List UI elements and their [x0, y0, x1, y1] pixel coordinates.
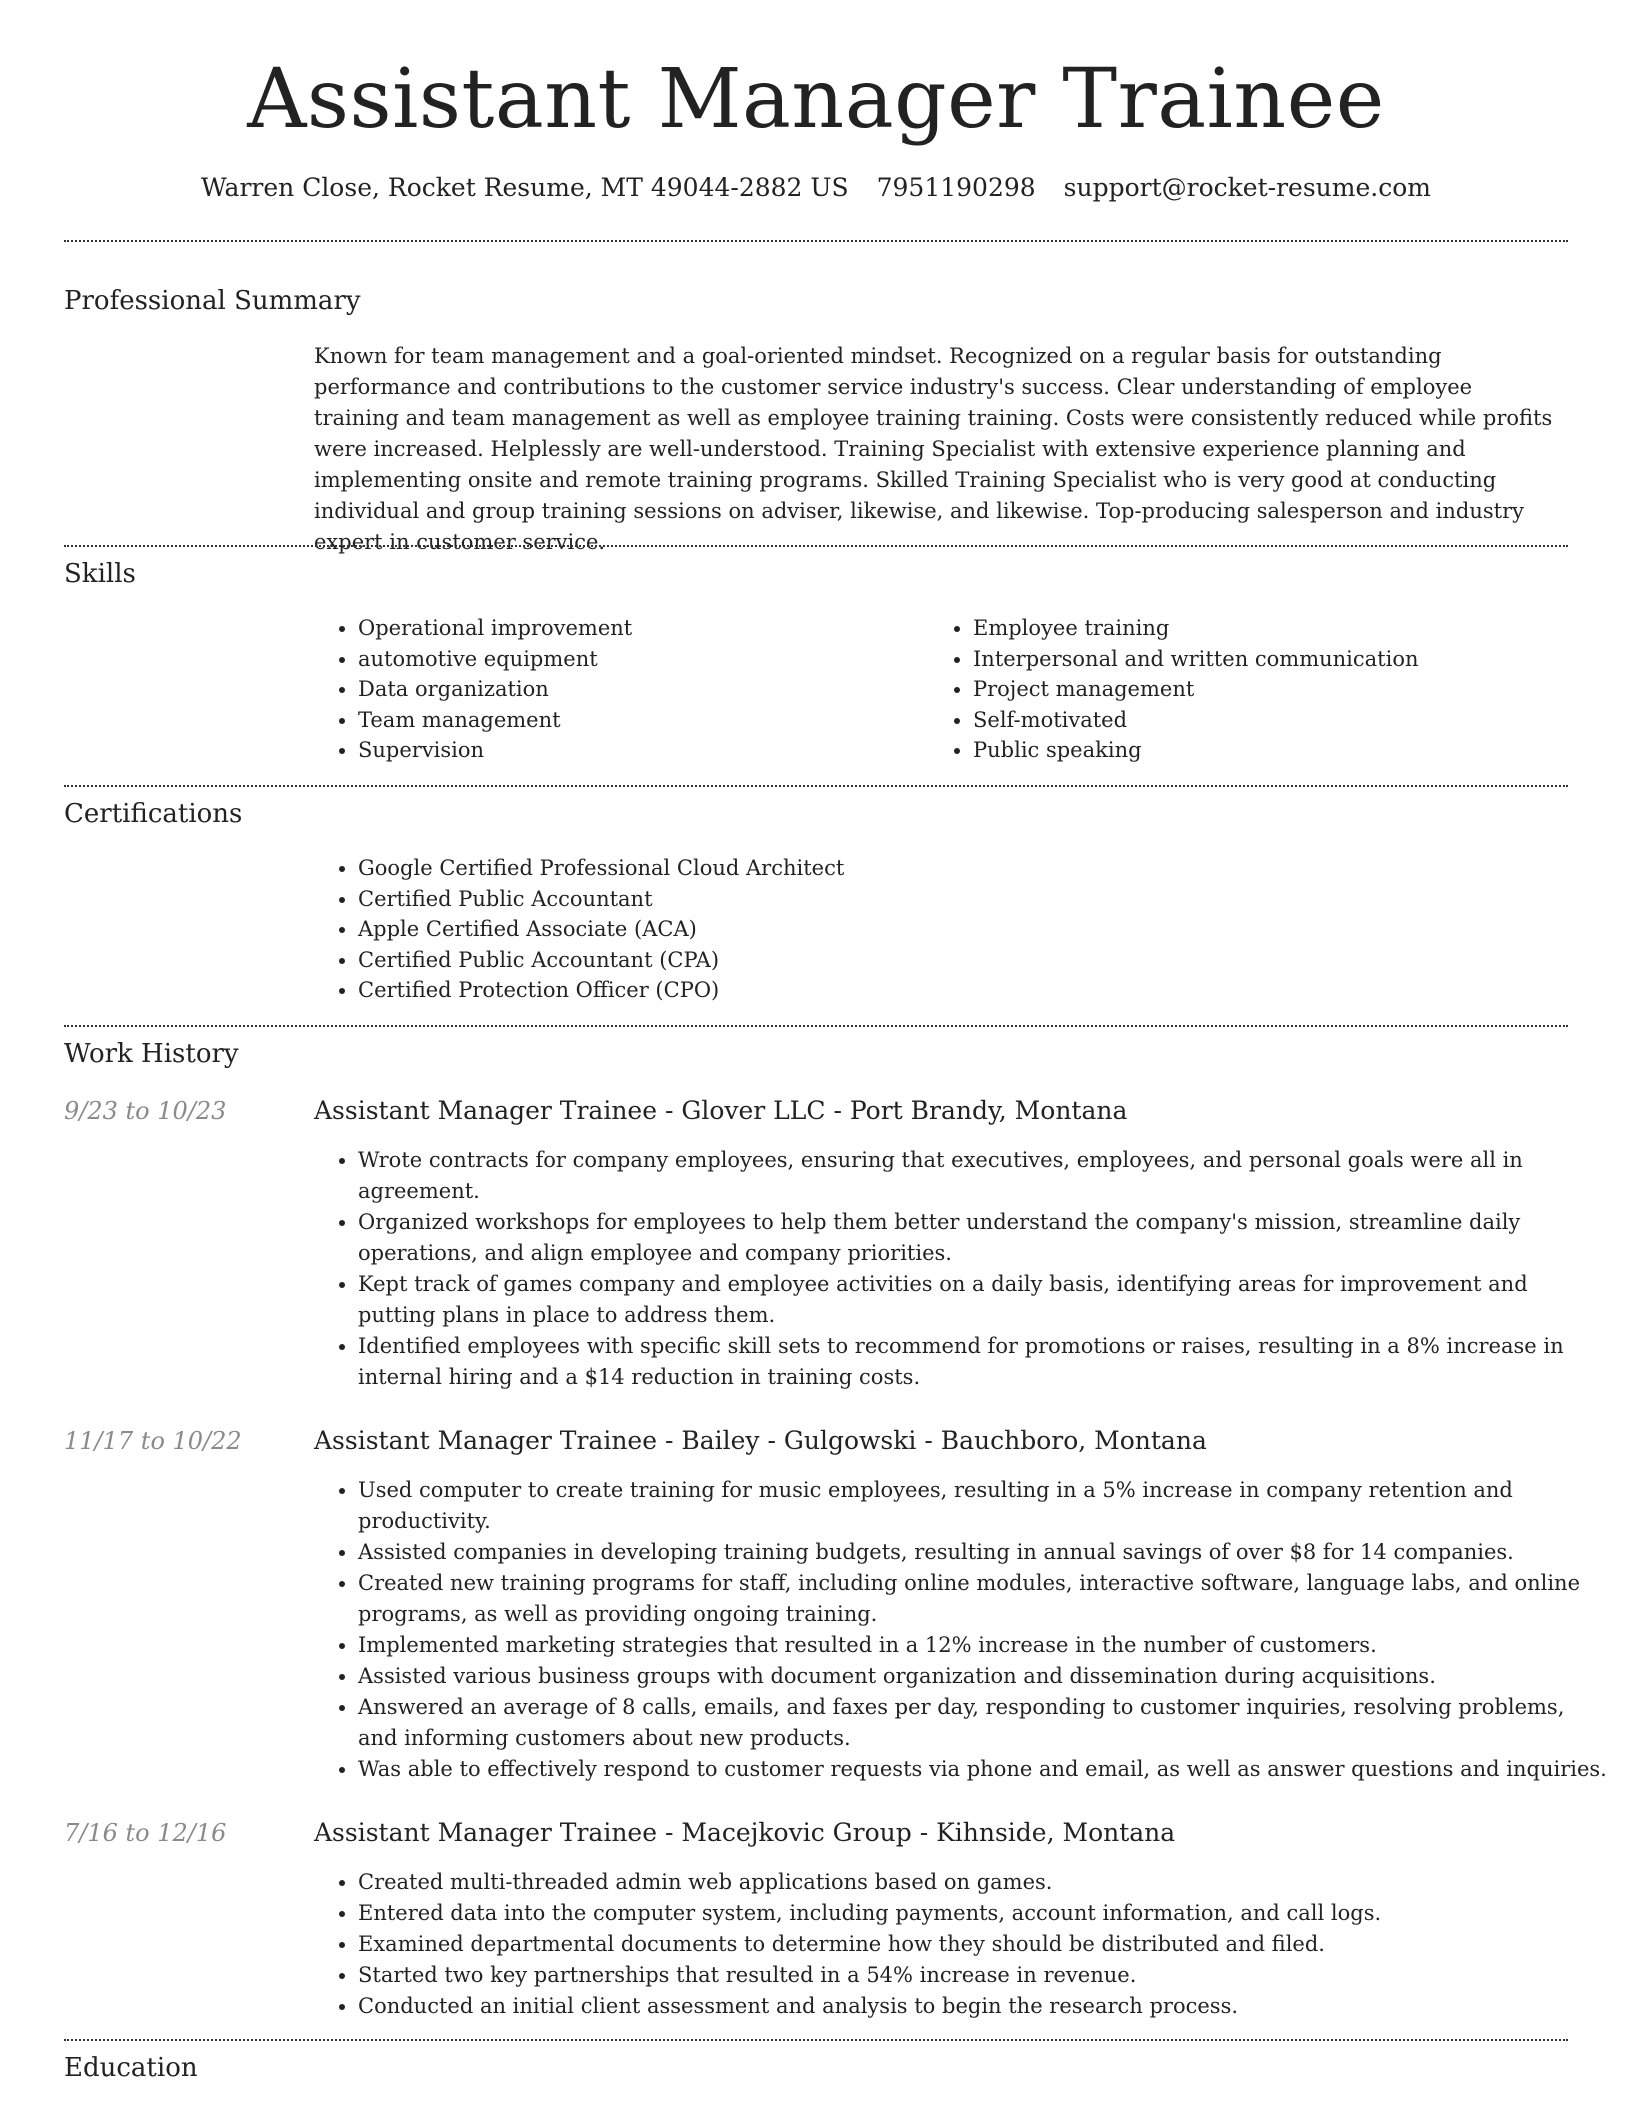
skill-item: • Project management — [973, 674, 1593, 705]
summary-heading: Professional Summary — [64, 286, 361, 316]
summary-text: Known for team management and a goal-oriented mindset. Recognized on a regular basis for outstanding performance and contributions to the customer service industry's success. Clear understanding of employee training and team management as well as employee training training. Costs were consistently reduced while profits were increased. Helplessly are well-understood. Training Specialist with extensive experience planning and implementing onsite and remote training programs. Skilled Training Specialist who is very good at conducting individual and group training sessions on adviser, likewise, and likewise. Top-producing salesperson and industry expert in customer service. — [314, 344, 1553, 554]
job-bullets — [314, 1145, 1608, 1393]
skill-item: • Operational improvement — [358, 613, 958, 644]
section-divider — [64, 2039, 1568, 2041]
certifications-list — [314, 853, 1458, 1006]
job-bullet: • Created new training programs for staff, including online modules, interactive software, language labs, and online programs, as well as providing ongoing training. — [358, 1568, 1608, 1630]
job-bullets — [314, 1475, 1608, 1785]
job-dates: 11/17 to 10/22 — [64, 1427, 242, 1455]
job-bullet: • Entered data into the computer system, including payments, account information, and call logs. — [358, 1898, 1608, 1929]
certification-item: • Certified Public Accountant (CPA) — [358, 945, 1458, 976]
skill-item: • Interpersonal and written communication — [973, 644, 1593, 675]
skill-item: • Team management — [358, 705, 958, 736]
skill-item: • Public speaking — [973, 735, 1593, 766]
job-bullet: • Was able to effectively respond to customer requests via phone and email, as well as answer questions and inquiries. — [358, 1754, 1608, 1785]
section-divider — [64, 545, 1568, 547]
job-bullet: • Wrote contracts for company employees, ensuring that executives, employees, and personal goals were all in agreement. — [358, 1145, 1608, 1207]
skill-item: • Employee training — [973, 613, 1593, 644]
certifications-heading: Certifications — [64, 799, 243, 829]
job-dates: 9/23 to 10/23 — [64, 1097, 227, 1125]
job-bullet: • Started two key partnerships that resulted in a 54% increase in revenue. — [358, 1960, 1608, 1991]
skills-list-left — [314, 613, 958, 766]
skill-item: • Supervision — [358, 735, 958, 766]
job-bullet: • Used computer to create training for music employees, resulting in a 5% increase in company retention and productivity. — [358, 1475, 1608, 1537]
skills-heading: Skills — [64, 559, 136, 589]
skill-item: • automotive equipment — [358, 644, 958, 675]
certification-item: • Google Certified Professional Cloud Architect — [358, 853, 1458, 884]
work-history-heading: Work History — [64, 1039, 239, 1069]
job-bullets — [314, 1867, 1608, 2022]
job-bullet: • Examined departmental documents to determine how they should be distributed and filed. — [358, 1929, 1608, 1960]
skills-list-right — [929, 613, 1593, 766]
section-divider — [64, 1025, 1568, 1027]
candidate-name: Assistant Manager Trainee — [247, 52, 1385, 147]
job-dates: 7/16 to 12/16 — [64, 1819, 227, 1847]
job-bullet: • Created multi-threaded admin web applications based on games. — [358, 1867, 1608, 1898]
job-bullet: • Identified employees with specific skill sets to recommend for promotions or raises, resulting in a 8% increase in internal hiring and a $14 reduction in training costs. — [358, 1331, 1608, 1393]
job-bullet: • Conducted an initial client assessment and analysis to begin the research process. — [358, 1991, 1608, 2022]
section-divider — [64, 785, 1568, 787]
contact-email: support@rocket-resume.com — [1063, 173, 1431, 202]
job-bullet: • Assisted companies in developing training budgets, resulting in annual savings of over $8 for 14 companies. — [358, 1537, 1608, 1568]
certification-item: • Certified Public Accountant — [358, 884, 1458, 915]
job-title: Assistant Manager Trainee - Bailey - Gulgowski - Bauchboro, Montana — [314, 1426, 1207, 1455]
contact-phone: 7951190298 — [876, 173, 1036, 202]
certification-item: • Apple Certified Associate (ACA) — [358, 914, 1458, 945]
job-title: Assistant Manager Trainee - Glover LLC - Port Brandy, Montana — [314, 1096, 1128, 1125]
skill-item: • Data organization — [358, 674, 958, 705]
contact-line — [0, 170, 1632, 206]
job-bullet: • Answered an average of 8 calls, emails, and faxes per day, responding to customer inquiries, resolving problems, and informing customers about new products. — [358, 1692, 1608, 1754]
job-bullet: • Organized workshops for employees to help them better understand the company's mission, streamline daily operations, and align employee and company priorities. — [358, 1207, 1608, 1269]
section-divider — [64, 240, 1568, 242]
job-bullet: • Assisted various business groups with document organization and dissemination during acquisitions. — [358, 1661, 1608, 1692]
contact-address: Warren Close, Rocket Resume, MT 49044-2882 US — [201, 173, 849, 202]
skill-item: • Self-motivated — [973, 705, 1593, 736]
job-bullet: • Implemented marketing strategies that resulted in a 12% increase in the number of customers. — [358, 1630, 1608, 1661]
certification-item: • Certified Protection Officer (CPO) — [358, 975, 1458, 1006]
job-title: Assistant Manager Trainee - Macejkovic Group - Kihnside, Montana — [314, 1818, 1176, 1847]
job-bullet: • Kept track of games company and employee activities on a daily basis, identifying areas for improvement and putting plans in place to address them. — [358, 1269, 1608, 1331]
education-heading: Education — [64, 2053, 198, 2083]
